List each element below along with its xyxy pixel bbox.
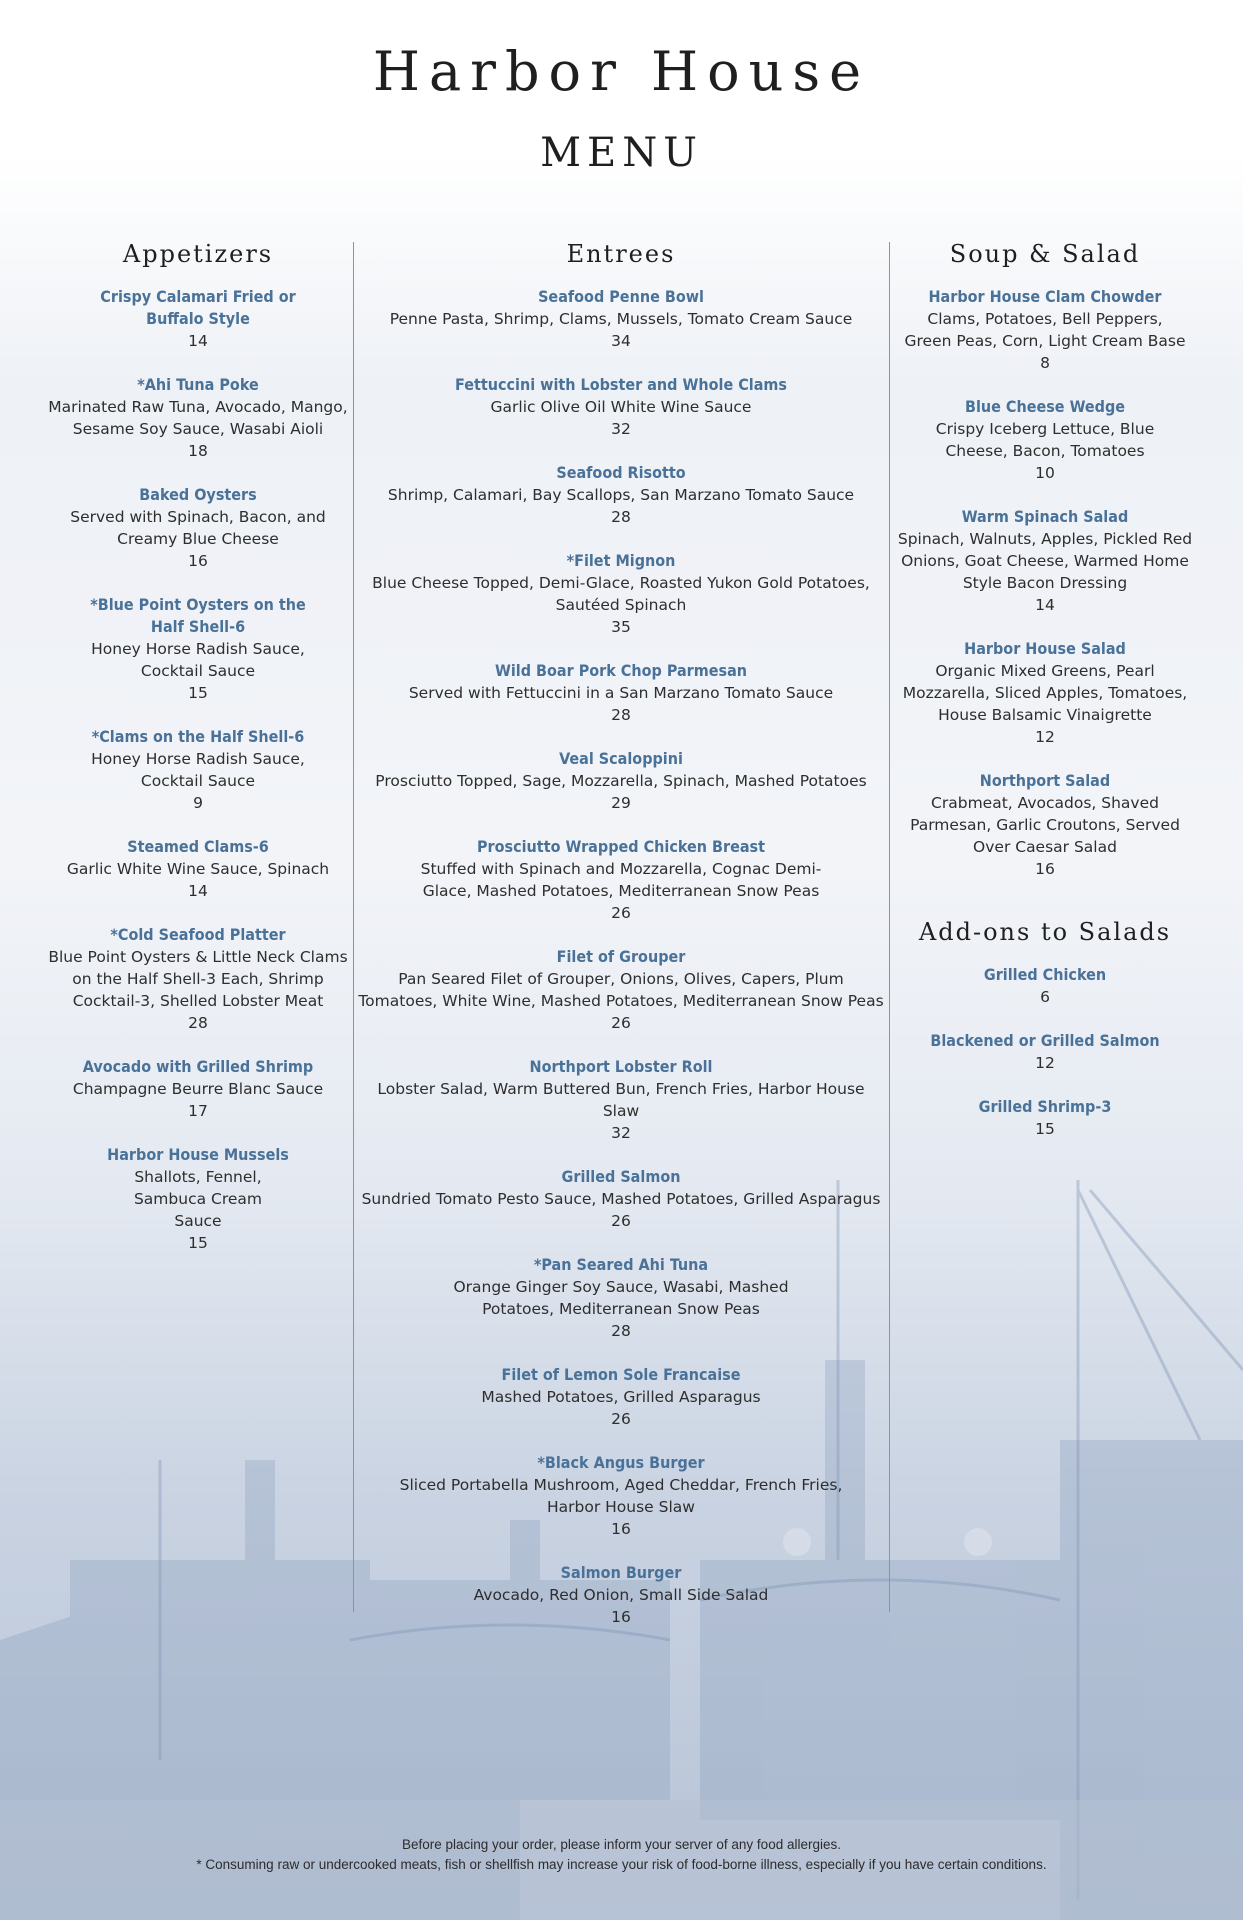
item-description: Orange Ginger Soy Sauce, Wasabi, Mashed Potatoes, Mediterranean Snow Peas — [453, 1278, 789, 1318]
item-name: Salmon Burger — [560, 1563, 682, 1582]
item-name: Filet of Lemon Sole Francaise — [501, 1365, 741, 1384]
item-name: *Pan Seared Ahi Tuna — [533, 1255, 709, 1274]
menu-item — [358, 374, 884, 440]
item-name: Harbor House Mussels — [107, 1145, 289, 1164]
menu-item — [48, 374, 348, 462]
item-name: Northport Salad — [979, 771, 1111, 790]
menu-item — [893, 286, 1197, 374]
item-name: Steamed Clams-6 — [127, 837, 269, 856]
item-price: 12 — [1035, 728, 1055, 746]
menu-item — [358, 462, 884, 528]
menu-item — [358, 1056, 884, 1144]
item-price: 6 — [1040, 988, 1050, 1006]
allergy-footer — [0, 1835, 1243, 1875]
menu-item — [48, 1056, 348, 1122]
item-name: Grilled Chicken — [983, 965, 1107, 984]
item-description: Clams, Potatoes, Bell Peppers, Green Peas, Corn, Light Cream Base — [904, 310, 1186, 350]
item-price: 8 — [1040, 354, 1050, 372]
item-price: 17 — [188, 1102, 208, 1120]
item-name: *Black Angus Burger — [537, 1453, 705, 1472]
column-divider-left — [353, 242, 354, 1612]
item-description: Sliced Portabella Mushroom, Aged Cheddar, French Fries, Harbor House Slaw — [399, 1476, 843, 1516]
menu-item — [48, 924, 348, 1034]
item-name: *Cold Seafood Platter — [110, 925, 286, 944]
item-name: Harbor House Salad — [964, 639, 1126, 658]
item-description: Mashed Potatoes, Grilled Asparagus — [481, 1388, 761, 1406]
menu-item — [358, 1254, 884, 1342]
menu-item — [48, 594, 348, 704]
item-price: 26 — [611, 904, 631, 922]
entrees-column — [358, 240, 884, 1650]
item-name: Northport Lobster Roll — [529, 1057, 713, 1076]
item-price: 28 — [611, 706, 631, 724]
menu-item — [48, 726, 348, 814]
raw-food-warning: * Consuming raw or undercooked meats, fish or shellfish may increase your risk of food-borne illness, especially if you have certain conditions. — [196, 1857, 1047, 1872]
item-price: 26 — [611, 1410, 631, 1428]
item-name: *Clams on the Half Shell-6 — [91, 727, 305, 746]
item-price: 16 — [188, 552, 208, 570]
item-description: Honey Horse Radish Sauce, Cocktail Sauce — [91, 750, 305, 790]
appetizers-column — [48, 240, 348, 1276]
addons-heading: Add-ons to Salads — [918, 918, 1172, 946]
menu-item — [358, 836, 884, 924]
item-description: Prosciutto Topped, Sage, Mozzarella, Spinach, Mashed Potatoes — [375, 772, 867, 790]
item-price: 16 — [611, 1608, 631, 1626]
item-price: 14 — [188, 332, 208, 350]
item-price: 35 — [611, 618, 631, 636]
item-description: Sundried Tomato Pesto Sauce, Mashed Potatoes, Grilled Asparagus — [361, 1190, 881, 1208]
item-description: Served with Spinach, Bacon, and Creamy Blue Cheese — [70, 508, 326, 548]
item-name: Crispy Calamari Fried or Buffalo Style — [100, 287, 296, 328]
menu-item — [893, 638, 1197, 748]
item-description: Served with Fettuccini in a San Marzano Tomato Sauce — [408, 684, 834, 702]
appetizers-heading: Appetizers — [122, 240, 274, 268]
item-description: Honey Horse Radish Sauce, Cocktail Sauce — [91, 640, 305, 680]
menu-item — [48, 484, 348, 572]
item-price: 32 — [611, 1124, 631, 1142]
item-price: 16 — [611, 1520, 631, 1538]
item-description: Avocado, Red Onion, Small Side Salad — [473, 1586, 769, 1604]
item-price: 15 — [1035, 1120, 1055, 1138]
item-price: 34 — [611, 332, 631, 350]
item-price: 16 — [1035, 860, 1055, 878]
item-description: Spinach, Walnuts, Apples, Pickled Red Onions, Goat Cheese, Warmed Home Style Bacon Dressing — [897, 530, 1193, 592]
item-price: 18 — [188, 442, 208, 460]
menu-item — [358, 946, 884, 1034]
menu-item — [893, 964, 1197, 1008]
item-price: 10 — [1035, 464, 1055, 482]
item-price: 15 — [188, 684, 208, 702]
item-name: Harbor House Clam Chowder — [928, 287, 1162, 306]
item-description: Champagne Beurre Blanc Sauce — [72, 1080, 324, 1098]
item-description: Lobster Salad, Warm Buttered Bun, French Fries, Harbor House Slaw — [377, 1080, 865, 1120]
menu-item — [893, 506, 1197, 616]
menu-item — [358, 1452, 884, 1540]
item-name: Seafood Penne Bowl — [538, 287, 704, 306]
item-name: Blackened or Grilled Salmon — [930, 1031, 1160, 1050]
menu-item — [358, 660, 884, 726]
menu-item — [358, 1166, 884, 1232]
item-description: Blue Point Oysters & Little Neck Clams on the Half Shell-3 Each, Shrimp Cocktail-3, Shelled Lobster Meat — [48, 948, 348, 1010]
menu-item — [358, 1562, 884, 1628]
item-name: Filet of Grouper — [556, 947, 686, 966]
entrees-heading: Entrees — [566, 240, 676, 268]
allergy-notice: Before placing your order, please inform your server of any food allergies. — [402, 1837, 841, 1852]
item-name: Grilled Shrimp-3 — [978, 1097, 1112, 1116]
menu-item — [358, 1364, 884, 1430]
menu-item — [358, 748, 884, 814]
item-name: *Ahi Tuna Poke — [137, 375, 259, 394]
menu-item — [893, 770, 1197, 880]
item-price: 14 — [188, 882, 208, 900]
item-description: Shrimp, Calamari, Bay Scallops, San Marzano Tomato Sauce — [387, 486, 855, 504]
item-name: *Filet Mignon — [566, 551, 676, 570]
item-description: Crabmeat, Avocados, Shaved Parmesan, Garlic Croutons, Served Over Caesar Salad — [910, 794, 1180, 856]
item-name: Warm Spinach Salad — [961, 507, 1129, 526]
menu-item — [48, 286, 348, 352]
item-price: 12 — [1035, 1054, 1055, 1072]
menu-item — [48, 836, 348, 902]
menu-item — [358, 286, 884, 352]
menu-item — [358, 550, 884, 638]
soup-salad-column — [893, 240, 1197, 1162]
item-price: 32 — [611, 420, 631, 438]
item-name: *Blue Point Oysters on the Half Shell-6 — [90, 595, 306, 636]
item-description: Shallots, Fennel, Sambuca Cream Sauce — [133, 1168, 263, 1230]
item-name: Baked Oysters — [139, 485, 257, 504]
item-price: 26 — [611, 1014, 631, 1032]
item-description: Organic Mixed Greens, Pearl Mozzarella, Sliced Apples, Tomatoes, House Balsamic Vinaigrette — [902, 662, 1188, 724]
item-price: 28 — [188, 1014, 208, 1032]
item-name: Blue Cheese Wedge — [964, 397, 1126, 416]
menu-item — [893, 396, 1197, 484]
item-description: Pan Seared Filet of Grouper, Onions, Olives, Capers, Plum Tomatoes, White Wine, Mashed Potatoes, Mediterranean Snow Peas — [358, 970, 884, 1010]
item-name: Prosciutto Wrapped Chicken Breast — [476, 837, 766, 856]
item-description: Marinated Raw Tuna, Avocado, Mango, Sesame Soy Sauce, Wasabi Aioli — [48, 398, 348, 438]
item-description: Stuffed with Spinach and Mozzarella, Cognac Demi-Glace, Mashed Potatoes, Mediterranean Snow Peas — [420, 860, 822, 900]
item-price: 14 — [1035, 596, 1055, 614]
item-name: Fettuccini with Lobster and Whole Clams — [455, 375, 787, 394]
item-name: Wild Boar Pork Chop Parmesan — [494, 661, 748, 680]
menu-item — [48, 1144, 348, 1254]
item-description: Penne Pasta, Shrimp, Clams, Mussels, Tomato Cream Sauce — [389, 310, 853, 328]
item-price: 29 — [611, 794, 631, 812]
soup-salad-heading: Soup & Salad — [949, 240, 1141, 268]
column-divider-right — [889, 242, 890, 1612]
item-price: 28 — [611, 508, 631, 526]
item-name: Seafood Risotto — [556, 463, 686, 482]
item-name: Grilled Salmon — [561, 1167, 681, 1186]
menu-item — [893, 1096, 1197, 1140]
restaurant-title: Harbor House — [372, 40, 871, 103]
item-name: Avocado with Grilled Shrimp — [82, 1057, 314, 1076]
item-price: 28 — [611, 1322, 631, 1340]
item-price: 9 — [193, 794, 203, 812]
item-name: Veal Scaloppini — [559, 749, 683, 768]
item-description: Garlic Olive Oil White Wine Sauce — [490, 398, 752, 416]
menu-subtitle: MENU — [540, 130, 703, 176]
item-description: Blue Cheese Topped, Demi-Glace, Roasted Yukon Gold Potatoes, Sautéed Spinach — [372, 574, 870, 614]
item-description: Garlic White Wine Sauce, Spinach — [66, 860, 330, 878]
item-price: 26 — [611, 1212, 631, 1230]
menu-item — [893, 1030, 1197, 1074]
item-price: 15 — [188, 1234, 208, 1252]
item-description: Crispy Iceberg Lettuce, Blue Cheese, Bacon, Tomatoes — [935, 420, 1155, 460]
